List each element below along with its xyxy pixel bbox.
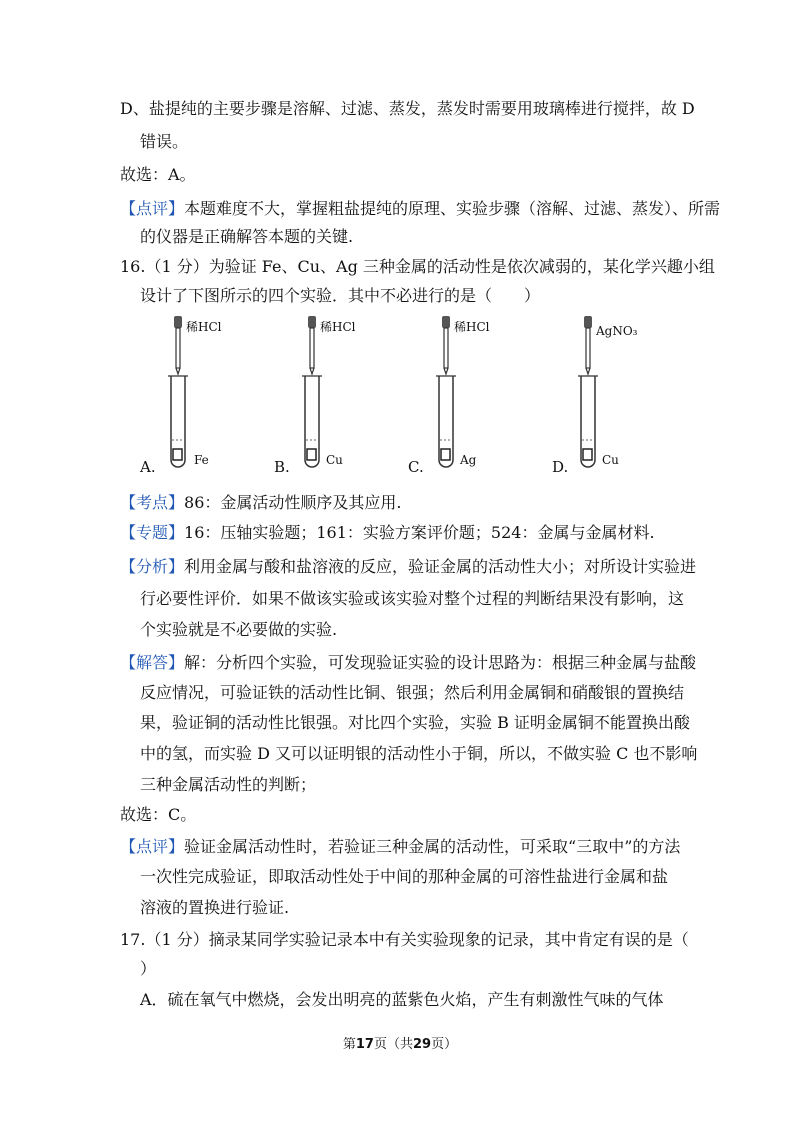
metal-label: Fe <box>194 453 209 467</box>
option-d-experiment <box>522 310 662 480</box>
page-total: 29 <box>413 1037 432 1052</box>
q15-review-line1 <box>120 198 720 220</box>
dianping-tag: 【点评】 <box>120 837 185 856</box>
footer-pre: 第 <box>342 1037 356 1052</box>
q16-stem-line1: 16.（1 分）为验证 Fe、Cu、Ag 三种金属的活动性是依次减弱的，某化学兴趣小组 <box>120 257 715 276</box>
fenxi-tag: 【分析】 <box>120 557 185 576</box>
q15-review-line2: 的仪器是正确解答本题的关键. <box>140 227 354 246</box>
q16-kaodian <box>120 492 401 514</box>
q15-option-d-line1: D、盐提纯的主要步骤是溶解、过滤、蒸发，蒸发时需要用玻璃棒进行搅拌，故 D <box>120 99 695 118</box>
dianping-text: 验证金属活动性时，若验证三种金属的活动性，可采取“三取中”的方法 <box>184 837 681 856</box>
option-letter: D. <box>552 458 569 476</box>
q16-fenxi-line2: 行必要性评价．如果不做该实验或该实验对整个过程的判断结果没有影响，这 <box>140 589 685 608</box>
zhuanti-tag: 【专题】 <box>120 523 185 542</box>
page-number: 17 <box>355 1037 374 1052</box>
reagent-label: 稀HCl <box>454 320 490 334</box>
q16-jieda-line3: 果，验证铜的活动性比银强。对比四个实验，实验 B 证明金属铜不能置换出酸 <box>140 713 690 732</box>
q16-jieda-line5: 三种金属活动性的判断； <box>140 775 317 794</box>
jieda-text: 解：分析四个实验，可发现验证实验的设计思路为：根据三种金属与盐酸 <box>184 653 697 672</box>
q17-stem-line2: ） <box>140 959 157 978</box>
q16-jieda-line2: 反应情况，可验证铁的活动性比铜、银强；然后利用金属铜和硝酸银的置换结 <box>140 683 685 702</box>
q17-option-a: A．硫在氧气中燃烧，会发出明亮的蓝紫色火焰，产生有刺激性气味的气体 <box>140 990 664 1009</box>
option-letter: C. <box>408 458 424 476</box>
review-tag: 【点评】 <box>120 199 185 218</box>
option-letter: A. <box>140 458 156 476</box>
metal-label: Ag <box>460 453 477 467</box>
footer-post: 页） <box>431 1037 458 1052</box>
test-tube-dropper-icon <box>388 310 528 480</box>
q16-experiment-figure <box>120 310 680 480</box>
q16-stem-line2: 设计了下图所示的四个实验．其中不必进行的是（ ） <box>140 286 541 305</box>
review-text: 本题难度不大，掌握粗盐提纯的原理、实验步骤（溶解、过滤、蒸发）、所需 <box>184 199 721 218</box>
option-a-experiment <box>120 310 260 480</box>
q17-stem-line1: 17.（1 分）摘录某同学实验记录本中有关实验现象的记录，其中肯定有误的是（ <box>120 930 689 949</box>
option-c-experiment <box>388 310 528 480</box>
q16-fenxi-line3: 个实验就是不必要做的实验. <box>140 620 338 639</box>
footer-mid: 页（共 <box>373 1037 413 1052</box>
option-letter: B. <box>274 458 290 476</box>
q16-jieda-line1 <box>120 652 696 674</box>
reagent-label: 稀HCl <box>186 320 222 334</box>
page-footer <box>0 1033 800 1052</box>
metal-label: Cu <box>326 453 343 467</box>
test-tube-dropper-icon <box>254 310 394 480</box>
q16-dianping-line1 <box>120 836 680 858</box>
kaodian-tag: 【考点】 <box>120 493 185 512</box>
q16-dianping-line3: 溶液的置换进行验证. <box>140 898 290 917</box>
test-tube-dropper-icon <box>120 310 260 480</box>
fenxi-text: 利用金属与酸和盐溶液的反应，验证金属的活动性大小；对所设计实验进 <box>184 557 697 576</box>
q16-zhuanti <box>120 522 655 544</box>
q16-fenxi-line1 <box>120 556 696 578</box>
option-b-experiment <box>254 310 394 480</box>
q16-dianping-line2: 一次性完成验证，即取活动性处于中间的那种金属的可溶性盐进行金属和盐 <box>140 867 669 886</box>
metal-label: Cu <box>602 453 619 467</box>
zhuanti-text: 16：压轴实验题；161：实验方案评价题；524：金属与金属材料. <box>184 523 655 542</box>
reagent-label: AgNO₃ <box>596 324 638 338</box>
jieda-tag: 【解答】 <box>120 653 185 672</box>
q16-answer: 故选：C。 <box>120 805 197 824</box>
test-tube-dropper-icon <box>522 310 662 480</box>
q15-option-d-line2: 错误。 <box>140 132 189 151</box>
reagent-label: 稀HCl <box>320 320 356 334</box>
q15-answer: 故选：A。 <box>120 165 196 184</box>
q16-jieda-line4: 中的氢，而实验 D 又可以证明银的活动性小于铜，所以，不做实验 C 也不影响 <box>140 744 698 763</box>
kaodian-text: 86：金属活动性顺序及其应用. <box>184 493 402 512</box>
